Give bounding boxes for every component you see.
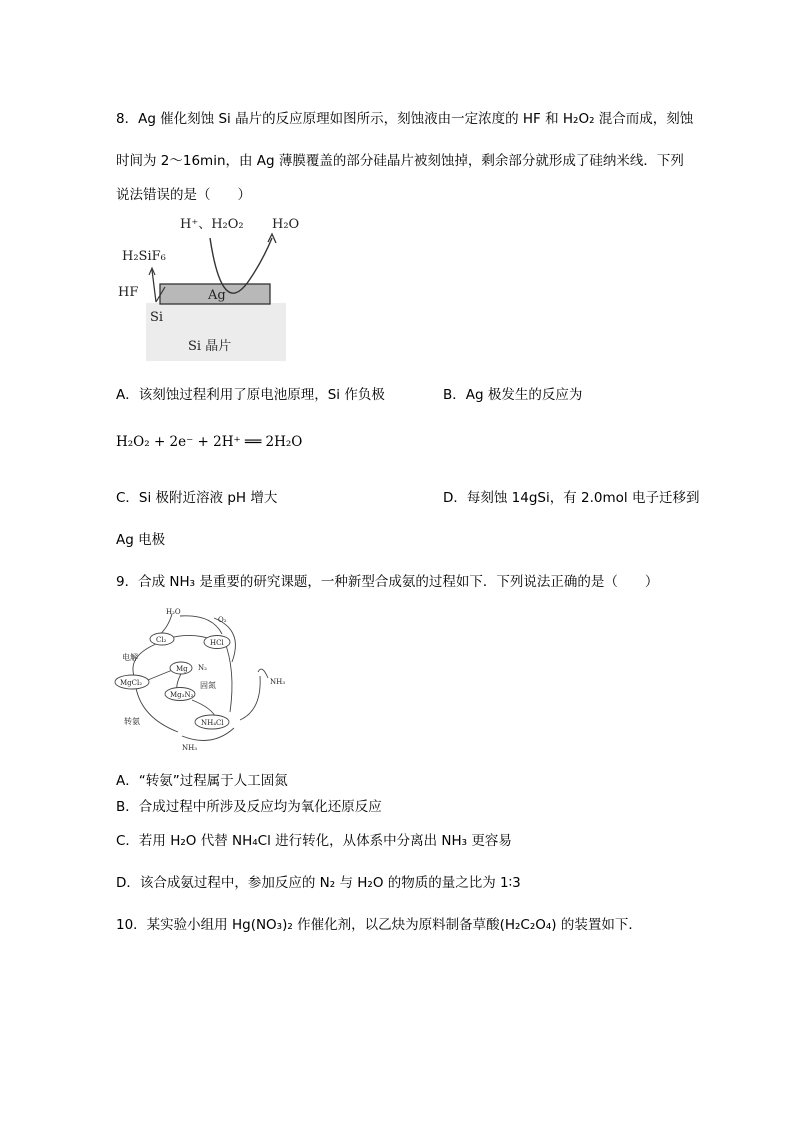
q8-stem-line2: 时间为 2～16min，由 Ag 薄膜覆盖的部分硅晶片被刻蚀掉，剩余部分就形成了硅纳米线．下列 [116, 153, 684, 169]
q8-stem-line3: 说法错误的是（ ） [116, 187, 251, 203]
q8-option-d: D．每刻蚀 14gSi，有 2.0mol 电子迁移到 [443, 490, 700, 506]
fig9-cl2: Cl₂ [156, 636, 167, 644]
q8-option-c: C．Si 极附近溶液 pH 增大 [116, 490, 278, 506]
fig8-water: H₂O [272, 217, 300, 232]
q9-option-c: C．若用 H₂O 代替 NH₄Cl 进行转化，从体系中分离出 NH₃ 更容易 [116, 833, 512, 849]
q8-option-b: B．Ag 极发生的反应为 [443, 387, 583, 403]
fig9-electrolysis: 电解 [122, 653, 138, 662]
fig9-mgcl2: MgCl₂ [120, 679, 143, 687]
q8-stem-line1: 8．Ag 催化刻蚀 Si 晶片的反应原理如图所示，刻蚀液由一定浓度的 HF 和 H₂O₂ 混合而成，刻蚀 [116, 111, 694, 127]
fig8-si: Si [150, 310, 164, 325]
fig9-transfer: 转氨 [124, 717, 140, 726]
q9-figure [112, 600, 312, 758]
q8-option-d-cont: Ag 电极 [116, 532, 166, 548]
q9-option-d: D．该合成氨过程中，参加反应的 N₂ 与 H₂O 的物质的量之比为 1∶3 [116, 875, 521, 891]
q8-figure [112, 208, 300, 363]
fig9-nh3-right: NH₃ [270, 678, 286, 686]
q9-option-b: B．合成过程中所涉及反应均为氧化还原反应 [116, 799, 382, 815]
q10-stem: 10．某实验小组用 Hg(NO₃)₂ 作催化剂，以乙炔为原料制备草酸(H₂C₂O₄) 的装置如下． [116, 917, 642, 933]
q8-option-a: A．该刻蚀过程利用了原电池原理，Si 作负极 [116, 387, 385, 403]
fig9-mg: Mg [176, 665, 188, 673]
fig8-hf: HF [118, 285, 139, 300]
fig8-h2sif6: H₂SiF₆ [122, 249, 166, 264]
fig8-ag: Ag [208, 288, 226, 303]
fig9-nh4cl: NH₄Cl [201, 719, 224, 727]
fig9-n2: N₂ [198, 664, 207, 672]
fig9-mg3n2: Mg₃N₂ [170, 691, 194, 699]
q9-stem: 9．合成 NH₃ 是重要的研究课题，一种新型合成氨的过程如下．下列说法正确的是（ ） [116, 574, 659, 590]
fig9-o2: O₂ [218, 616, 227, 624]
fig9-nh3-bottom: NH₃ [182, 744, 198, 752]
fig8-wafer: Si 晶片 [188, 339, 232, 354]
fig8-top-label: H⁺、H₂O₂ [180, 217, 244, 232]
fig9-h2o: H₂O [166, 608, 181, 616]
q9-option-a: A．“转氨”过程属于人工固氮 [116, 773, 288, 789]
fig9-hcl: HCl [210, 639, 224, 647]
q8-equation: H₂O₂ + 2e⁻ + 2H⁺ ══ 2H₂O [116, 434, 303, 450]
fig9-fix: 固氮 [200, 681, 216, 690]
